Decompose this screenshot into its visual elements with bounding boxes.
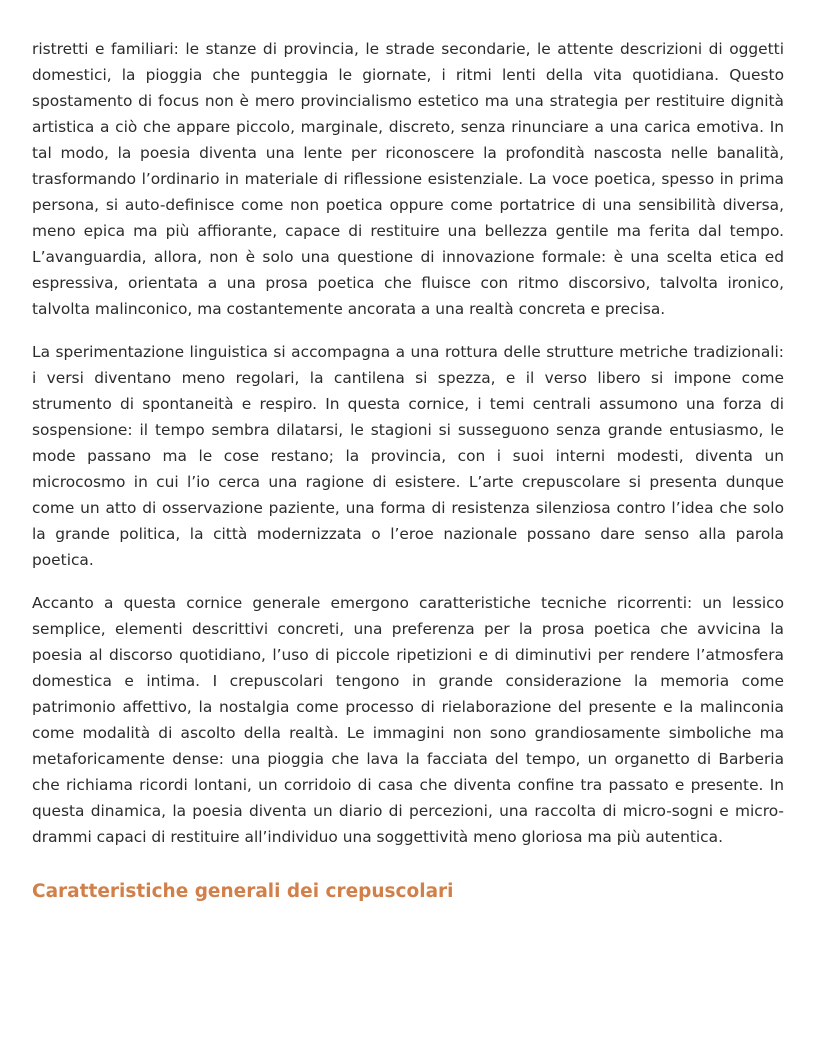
body-paragraph-1: ristretti e familiari: le stanze di provincia, le strade secondarie, le attente descrizioni di oggetti domestici, la pioggia che punteggia le giornate, i ritmi lenti della vita quotidiana. Questo spostamento di focus non è mero provincialismo estetico ma una strategia per restituire dignità artistica a ciò che appare piccolo, marginale, discreto, senza rinunciare a una carica emotiva. In tal modo, la poesia diventa una lente per riconoscere la profondità nascosta nelle banalità, trasformando l’ordinario in materiale di riflessione esistenziale. La voce poetica, spesso in prima persona, si auto-definisce come non poetica oppure come portatrice di una sensibilità diversa, meno epica ma più affiorante, capace di restituire una bellezza gentile ma ferita dal tempo. L’avanguardia, allora, non è solo una questione di innovazione formale: è una scelta etica ed espressiva, orientata a una prosa poetica che fluisce con ritmo discorsivo, talvolta ironico, talvolta malinconico, ma costantemente ancorata a una realtà concreta e precisa. — [32, 40, 784, 318]
section-heading: Caratteristiche generali dei crepuscolari — [32, 881, 454, 902]
document-page — [32, 36, 784, 904]
body-paragraph-2: La sperimentazione linguistica si accompagna a una rottura delle strutture metriche tradizionali: i versi diventano meno regolari, la cantilena si spezza, e il verso libero si impone come strumento di spontaneità e respiro. In questa cornice, i temi centrali assumono una forza di sospensione: il tempo sembra dilatarsi, le stagioni si susseguono senza grande entusiasmo, le mode passano ma le cose restano; la provincia, con i suoi interni modesti, diventa un microcosmo in cui l’io cerca una ragione di esistere. L’arte crepuscolare si presenta dunque come un atto di osservazione paziente, una forma di resistenza silenziosa contro l’idea che solo la grande politica, la città modernizzata o l’eroe nazionale possano dare senso alla parola poetica. — [32, 343, 784, 569]
body-paragraph-3: Accanto a questa cornice generale emergono caratteristiche tecniche ricorrenti: un lessico semplice, elementi descrittivi concreti, una preferenza per la prosa poetica che avvicina la poesia al discorso quotidiano, l’uso di piccole ripetizioni e di diminutivi per rendere l’atmosfera domestica e intima. I crepuscolari tengono in grande considerazione la memoria come patrimonio affettivo, la nostalgia come processo di rielaborazione del presente e la malinconia come modalità di ascolto della realtà. Le immagini non sono grandiosamente simboliche ma metaforicamente dense: una pioggia che lava la facciata del tempo, un organetto di Barberia che richiama ricordi lontani, un corridoio di casa che diventa confine tra passato e presente. In questa dinamica, la poesia diventa un diario di percezioni, una raccolta di micro-sogni e micro-drammi capaci di restituire all’individuo una soggettività meno gloriosa ma più autentica. — [32, 594, 784, 846]
